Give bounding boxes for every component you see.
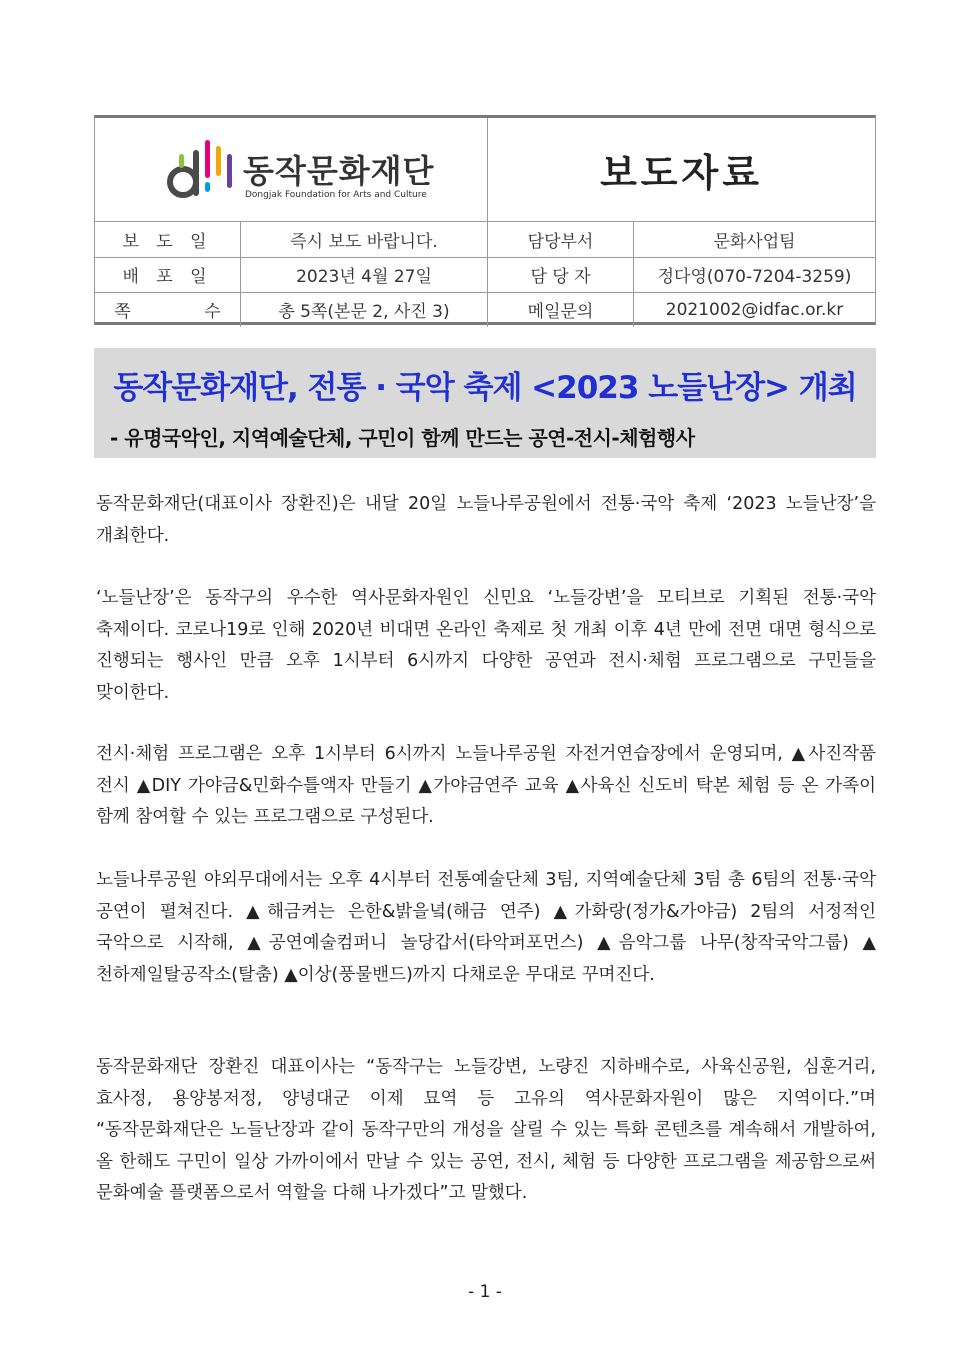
info-label: 담 당 자 <box>488 257 634 292</box>
info-value: 문화사업팀 <box>713 232 796 252</box>
headline-box <box>94 348 876 458</box>
email-value: 2021002@idfac.or.kr <box>665 299 844 320</box>
logo-cell <box>95 118 488 222</box>
paragraph: 동작문화재단(대표이사 장환진)은 내달 20일 노들나루공원에서 전통·국악 축제 ‘2023 노들난장’을 개최한다. <box>96 494 876 546</box>
org-name: 동작문화재단 <box>243 152 435 190</box>
paragraph: 동작문화재단 장환진 대표이사는 “동작구는 노들강변, 노량진 지하배수로, 사육신공원, 심훈거리, 효사정, 용양봉저정, 양녕대군 이제 묘역 등 고유의 역사문화자원이 많은 지역이다.”며 “동작문화재단은 노들난장과 같이 동작구만의 개성을 살릴 수 있는 특화 콘텐츠를 계속해서 개발하여, 올 한해도 구민이 일상 가까이에서 만날 수 있는 공연, 전시, 체험 등 다양한 프로그램을 제공함으로써 문화예술 플랫폼으로서 역할을 다해 나가겠다”고 말했다. <box>96 1057 876 1203</box>
doc-type-cell <box>488 118 875 222</box>
info-value: 즉시 보도 바랍니다. <box>241 222 488 257</box>
paragraph: ‘노들난장’은 동작구의 우수한 역사문화자원인 신민요 ‘노들강변’을 모티브로 기획된 전통·국악 축제이다. 코로나19로 인해 2020년 비대면 온라인 축제로 첫 개최 이후 4년 만에 전면 대면 형식으로 진행되는 행사인 만큼 오후 1시부터 6시까지 다양한 공연과 전시·체험 프로그램으로 구민들을 맞이한다. <box>96 588 876 703</box>
info-row <box>95 222 875 258</box>
headline: 동작문화재단, 전통 · 국악 축제 <2023 노들난장> 개최 <box>113 370 857 406</box>
info-label: 담당부서 <box>488 222 634 257</box>
paragraph: 전시·체험 프로그램은 오후 1시부터 6시까지 노들나루공원 자전거연습장에서 운영되며, ▲사진작품 전시 ▲DIY 가야금&민화수틀액자 만들기 ▲가야금연주 교육 ▲사육신 신도비 탁본 체험 등 온 가족이 함께 참여할 수 있는 프로그램으로 구성된다. <box>96 744 876 827</box>
info-label: 쪽 수 <box>95 292 241 327</box>
info-value: 2023년 4월 27일 <box>241 257 488 292</box>
info-row <box>95 257 875 293</box>
header-table <box>94 115 876 325</box>
paragraph: 노들나루공원 야외무대에서는 오후 4시부터 전통예술단체 3팀, 지역예술단체 3팀 총 6팀의 전통·국악 공연이 펼쳐진다. ▲해금켜는 은한&밝을녘(해금 연주) ▲가화랑(정가&가야금) 2팀의 서정적인 국악으로 시작해, ▲공연예술컴퍼니 놀당갑서(타악퍼포먼스) ▲음악그룹 나무(창작국악그룹) ▲천하제일탈공작소(탈춤) ▲이상(풍물밴드)까지 다채로운 무대로 꾸며진다. <box>96 870 876 985</box>
info-row <box>95 292 875 327</box>
subheadline: - 유명국악인, 지역예술단체, 구민이 함께 만드는 공연-전시-체험행사 <box>110 426 695 450</box>
info-value: 정다영(070-7204-3259) <box>657 267 852 287</box>
info-label: 배 포 일 <box>95 257 241 292</box>
info-label: 보 도 일 <box>95 222 241 257</box>
foundation-logo-icon <box>163 132 241 208</box>
org-name-en: Dongjak Foundation for Arts and Culture <box>245 190 427 200</box>
page-number: - 1 - <box>468 1282 502 1302</box>
doc-type: 보도자료 <box>600 151 763 195</box>
info-label: 메일문의 <box>488 292 634 327</box>
info-value: 총 5쪽(본문 2, 사진 3) <box>241 292 488 327</box>
